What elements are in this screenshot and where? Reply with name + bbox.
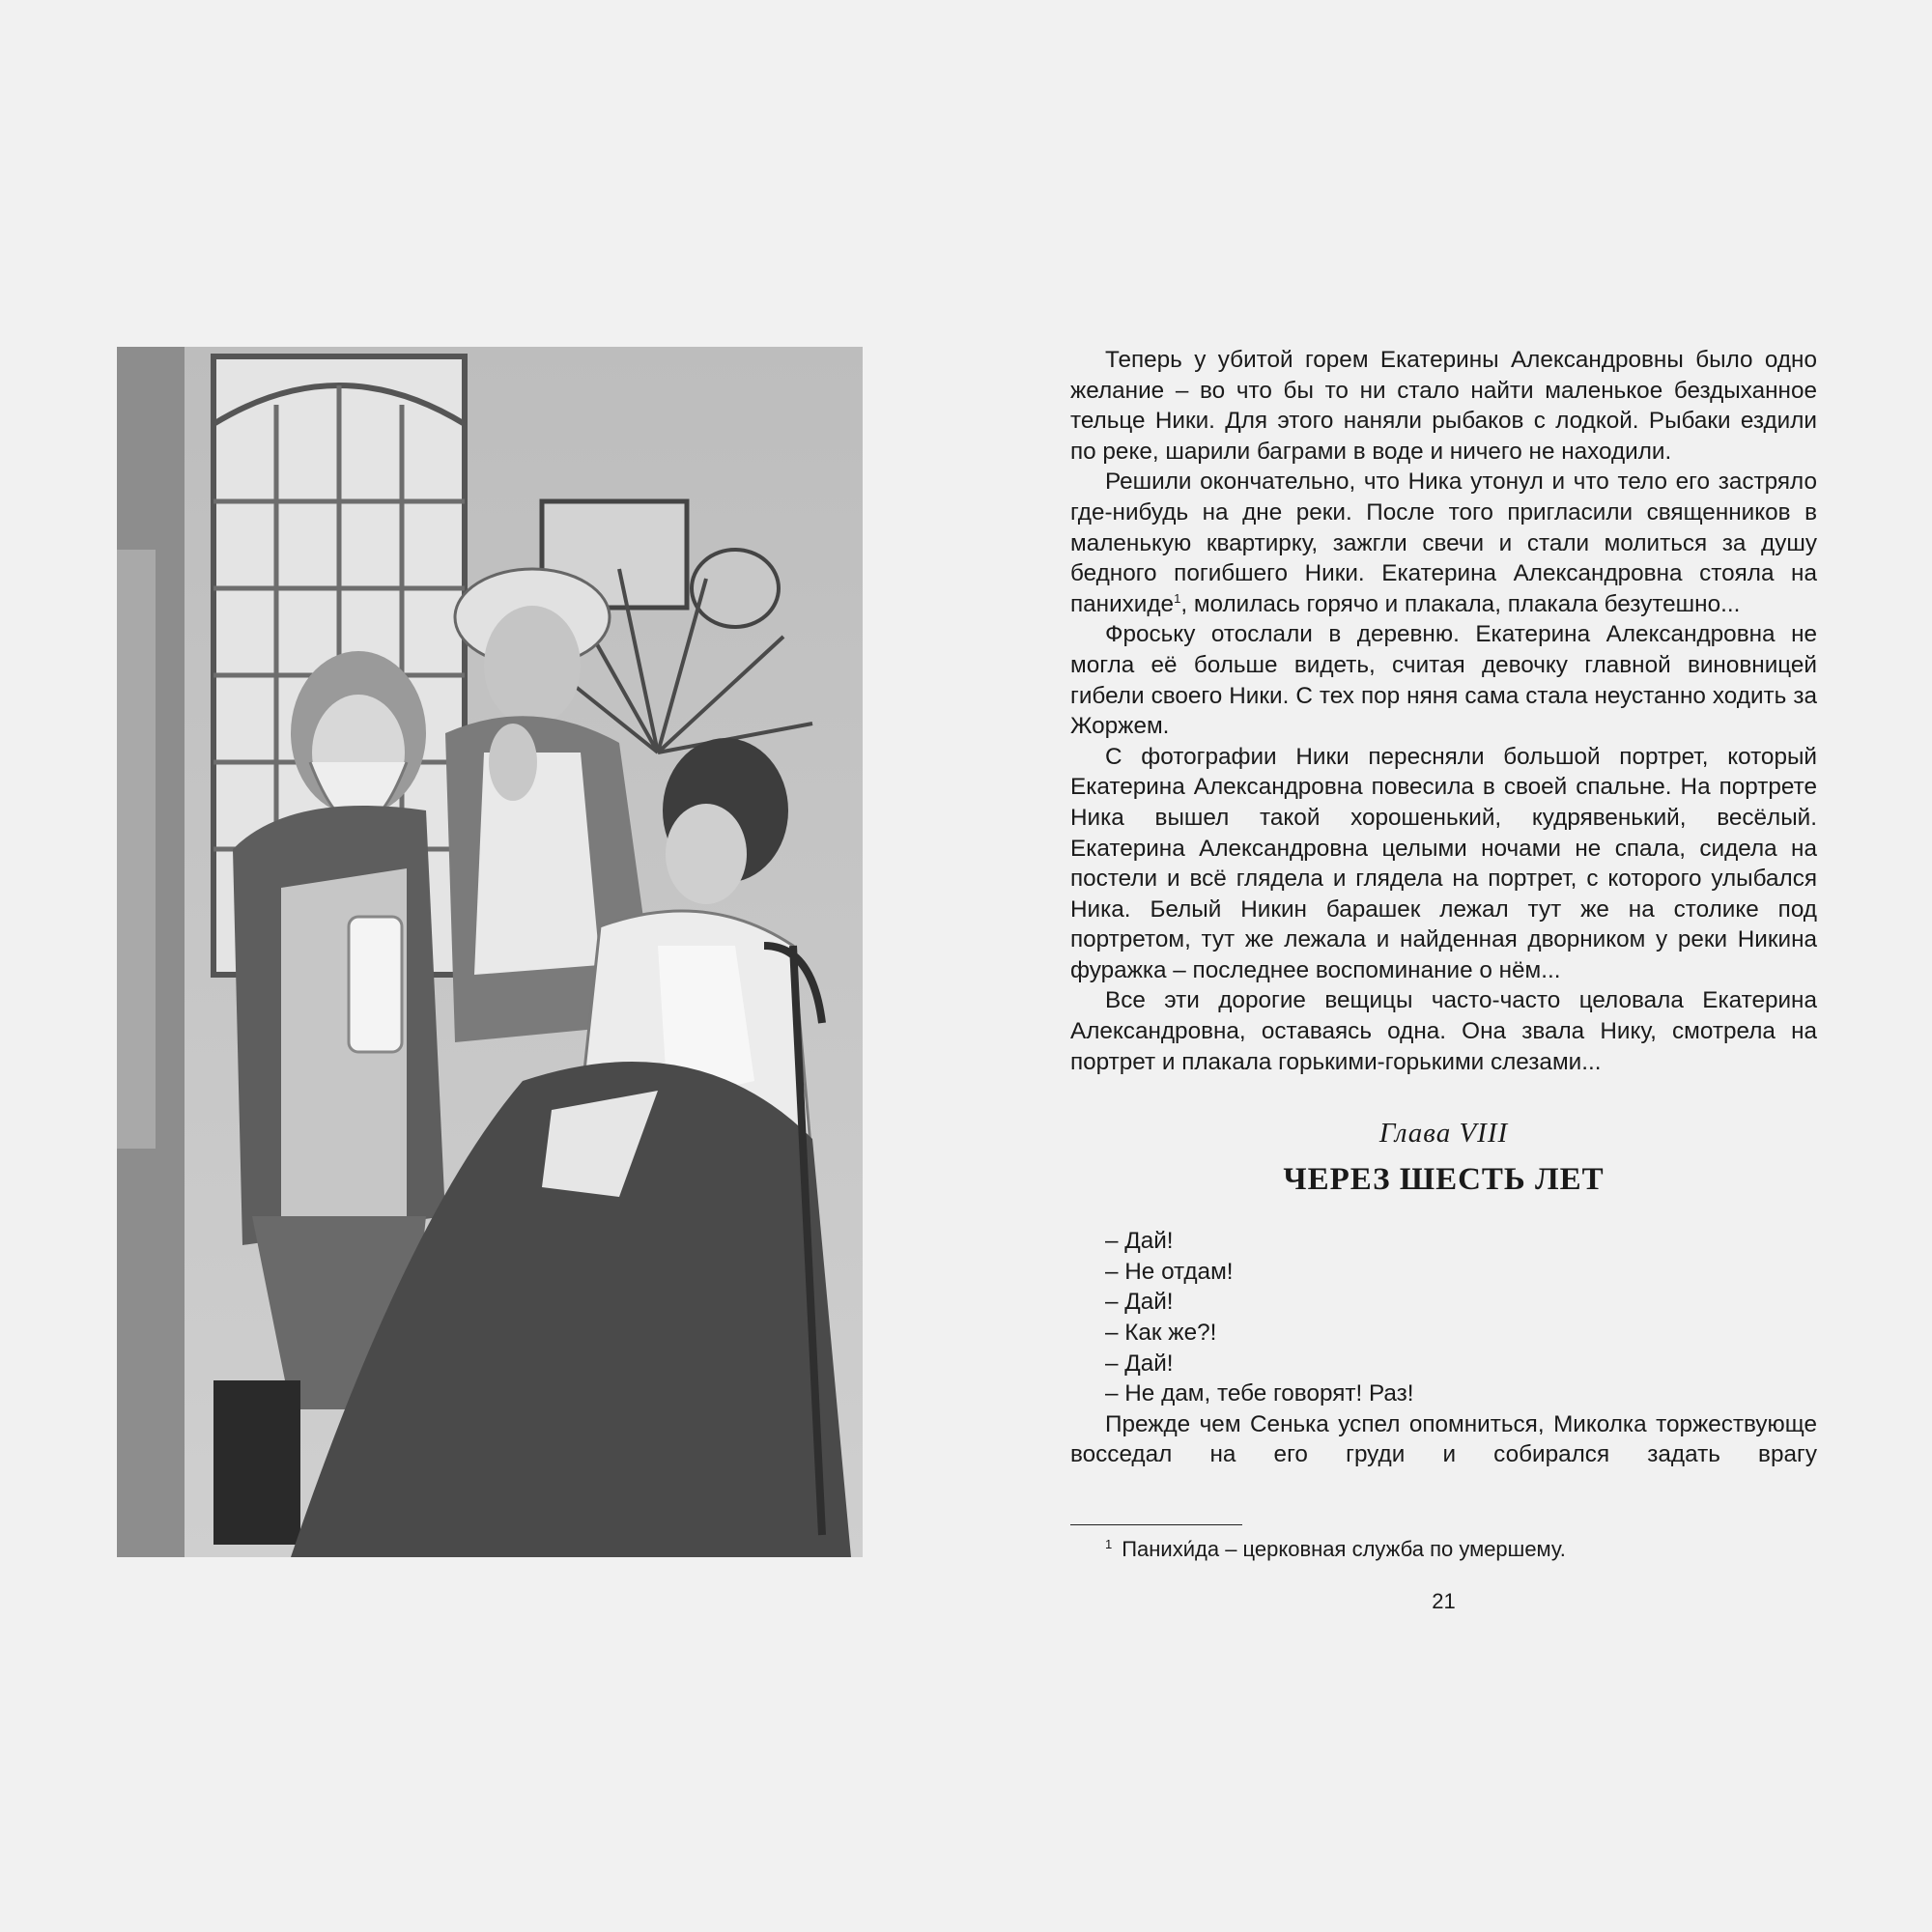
- page-number: 21: [1432, 1589, 1456, 1613]
- paragraph-3: Фроську отослали в деревню. Екатерина Александровна не могла её больше видеть, считая девочку главной виновницей гибели своего Ники. С тех пор няня сама стала неустанно ходить за Жоржем.: [1070, 621, 1817, 740]
- chapter-label: Глава VIII: [1378, 1118, 1509, 1150]
- footnote: [1105, 1536, 1820, 1563]
- paragraph-last: Прежде чем Сенька успел опомниться, Миколка торжествующе восседал на его груди и собирался задать врагу: [1070, 1410, 1817, 1468]
- dialog-line: – Дай!: [1105, 1228, 1174, 1255]
- text-column: [1070, 345, 1817, 1470]
- footnote-text: Панихи́да – церковная служба по умершему.: [1122, 1537, 1566, 1561]
- chapter-title: ЧЕРЕЗ ШЕСТЬ ЛЕТ: [1283, 1162, 1605, 1198]
- dialog-line: – Дай!: [1105, 1289, 1174, 1316]
- paragraph-4: С фотографии Ники пересняли большой портрет, который Екатерина Александровна повесила в своей спальне. На портрете Ника вышел такой хорошенький, кудрявенький, весёлый. Екатерина Александровна целыми ночами не спала, сидела на постели и всё глядела и глядела на портрет, с которого улыбался Ника. Белый Никин барашек лежал тут же на столике под портретом, тут же лежала и найденная дворником у реки Никина фуражка – последнее воспоминание о нём...: [1070, 743, 1817, 983]
- dialog-line: – Не дам, тебе говорят! Раз!: [1105, 1380, 1414, 1407]
- footnote-rule: [1070, 1524, 1242, 1525]
- paragraph-2: [1070, 467, 1817, 619]
- paragraph-5: Все эти дорогие вещицы часто-часто целовала Екатерина Александровна, оставаясь одна. Она звала Нику, смотрела на портрет и плакала горькими-горькими слезами...: [1070, 987, 1817, 1075]
- footnote-marker: 1: [1105, 1537, 1113, 1551]
- illustration-image: [117, 347, 863, 1557]
- paragraph-1: Теперь у убитой горем Екатерины Александровны было одно желание – во что бы то ни стало найти маленькое бездыханное тельце Ники. Для этого наняли рыбаков с лодкой. Рыбаки ездили по реке, шарили баграми в воде и ничего не находили.: [1070, 347, 1817, 465]
- dialog-line: – Дай!: [1105, 1350, 1174, 1377]
- illustration-drawing: [117, 347, 863, 1557]
- dialog-line: – Не отдам!: [1105, 1258, 1234, 1285]
- paragraph-2-tail: , молилась горячо и плакала, плакала безутешно...: [1180, 590, 1741, 617]
- paragraph-2-text: Решили окончательно, что Ника утонул и что тело его застряло где-нибудь на дне реки. После того пригласили священников в маленькую квартирку, зажгли свечи и стали молиться за душу бедного погибшего Ники. Екатерина Александровна стояла на панихиде: [1070, 469, 1817, 617]
- dialog-line: – Как же?!: [1105, 1320, 1217, 1347]
- footnote-ref: 1: [1174, 590, 1181, 606]
